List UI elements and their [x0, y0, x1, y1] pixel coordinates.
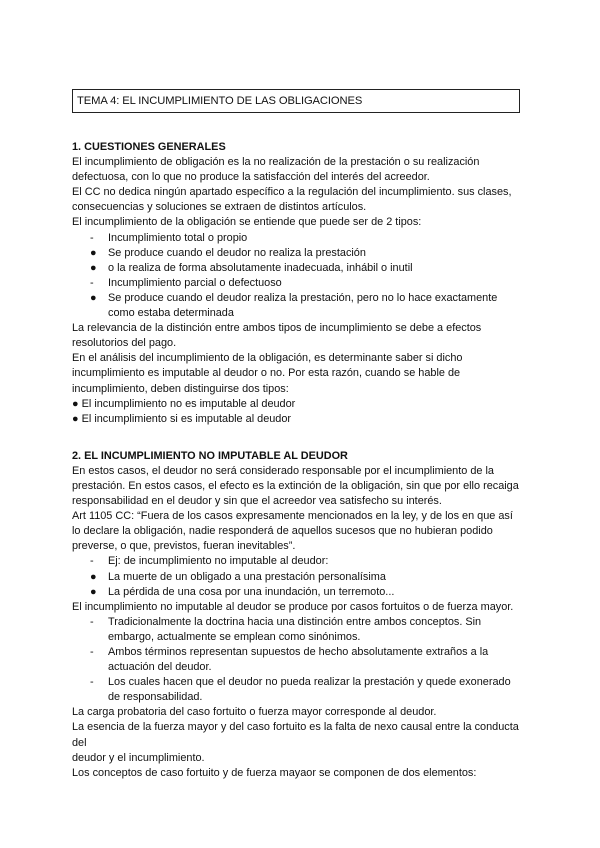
list-item: ● La muerte de un obligado a una prestación personalísima [72, 570, 532, 585]
list-item-continuation: embargo, actualmente se emplean como sinónimos. [108, 630, 361, 643]
page-title: TEMA 4: EL INCUMPLIMIENTO DE LAS OBLIGACIONES [72, 89, 520, 113]
dash-marker: - [90, 555, 94, 568]
paragraph-line: resolutorios del pago. [72, 337, 177, 350]
bullet-line: ● El incumplimiento no es imputable al deudor [72, 397, 296, 410]
paragraph-line: incumplimiento es imputable al deudor o no. Por esta razón, cuando se hable de [72, 367, 461, 380]
paragraph-line: prestación. En estos casos, el efecto es la extinción de la obligación, sin que por ello recaiga [72, 479, 519, 492]
quote-line: preverse, o que, previstos, fueran inevitables”. [72, 540, 296, 553]
section-2-heading: 2. EL INCUMPLIMIENTO NO IMPUTABLE AL DEUDOR [72, 449, 348, 462]
list-item: - Ej: de incumplimiento no imputable al deudor: [72, 554, 532, 569]
list-item: ● o la realiza de forma absolutamente inadecuada, inhábil o inutil [72, 261, 532, 276]
paragraph-line: incumplimiento, deben distinguirse dos tipos: [72, 382, 289, 395]
paragraph-line: responsabilidad en el deudor y sin que el acreedor vea satisfecho su interés. [72, 495, 442, 508]
paragraph-line: El CC no dedica ningún apartado específico a la regulación del incumplimiento. sus clases, [72, 186, 512, 199]
list-item: - Tradicionalmente la doctrina hacia una distinción entre ambos conceptos. Sin [72, 615, 532, 630]
bullet-marker: ● [90, 291, 97, 304]
list-item: - Los cuales hacen que el deudor no pueda realizar la prestación y quede exonerado [72, 675, 532, 690]
list-item-continuation: actuación del deudor. [108, 661, 212, 674]
paragraph-line: En el análisis del incumplimiento de la obligación, es determinante saber si dicho [72, 352, 463, 365]
list-item-continuation: de responsabilidad. [108, 691, 203, 704]
paragraph-line: del [72, 736, 87, 749]
paragraph-line: El incumplimiento no imputable al deudor se produce por casos fortuitos o de fuerza mayor. [72, 600, 514, 613]
list-item: ● La pérdida de una cosa por una inundación, un terremoto... [72, 585, 532, 600]
list-item: - Incumplimiento total o propio [72, 231, 532, 246]
paragraph-line: Los conceptos de caso fortuito y de fuerza mayaor se componen de dos elementos: [72, 766, 477, 779]
document-body [72, 140, 532, 781]
dash-marker: - [90, 646, 94, 658]
paragraph-line: El incumplimiento de la obligación se entiende que puede ser de 2 tipos: [72, 216, 422, 229]
bullet-marker: ● [90, 570, 97, 583]
paragraph-line: La esencia de la fuerza mayor y del caso fortuito es la falta de nexo causal entre la conducta [72, 721, 519, 734]
paragraph-line: La carga probatoria del caso fortuito o fuerza mayor corresponde al deudor. [72, 706, 437, 719]
dash-marker: - [90, 676, 94, 689]
section-1-heading: 1. CUESTIONES GENERALES [72, 141, 226, 153]
bullet-marker: ● [90, 246, 97, 259]
paragraph-line: En estos casos, el deudor no será considerado responsable por el incumplimiento de la [72, 464, 494, 477]
list-item: ● Se produce cuando el deudor no realiza la prestación [72, 246, 532, 261]
dash-marker: - [90, 615, 94, 628]
paragraph-line: El incumplimiento de obligación es la no realización de la prestación o su realización [72, 156, 480, 169]
bullet-marker: ● [90, 261, 97, 274]
list-item: - Incumplimiento parcial o defectuoso [72, 276, 532, 291]
bullet-line: ● El incumplimiento si es imputable al deudor [72, 412, 292, 425]
list-item-continuation: como estaba determinada [108, 307, 234, 320]
list-item: - Ambos términos representan supuestos de hecho absolutamente extraños a la [72, 645, 532, 660]
list-item: ● Se produce cuando el deudor realiza la prestación, pero no lo hace exactamente [72, 291, 532, 306]
paragraph-line: defectuosa, con lo que no produce la satisfacción del interés del acreedor. [72, 171, 430, 184]
paragraph-line: deudor y el incumplimiento. [72, 751, 205, 764]
dash-marker: - [90, 231, 94, 244]
paragraph-line: consecuencias y soluciones se extraen de distintos artículos. [72, 201, 367, 214]
paragraph-line: La relevancia de la distinción entre ambos tipos de incumplimiento se debe a efectos [72, 322, 482, 335]
bullet-marker: ● [90, 585, 97, 598]
quote-line: Art 1105 CC: “Fuera de los casos expresamente mencionados en la ley, y de los en que así [72, 510, 513, 523]
dash-marker: - [90, 276, 94, 289]
quote-line: lo declare la obligación, nadie responderá de aquellos sucesos que no hubieran podido [72, 525, 493, 538]
